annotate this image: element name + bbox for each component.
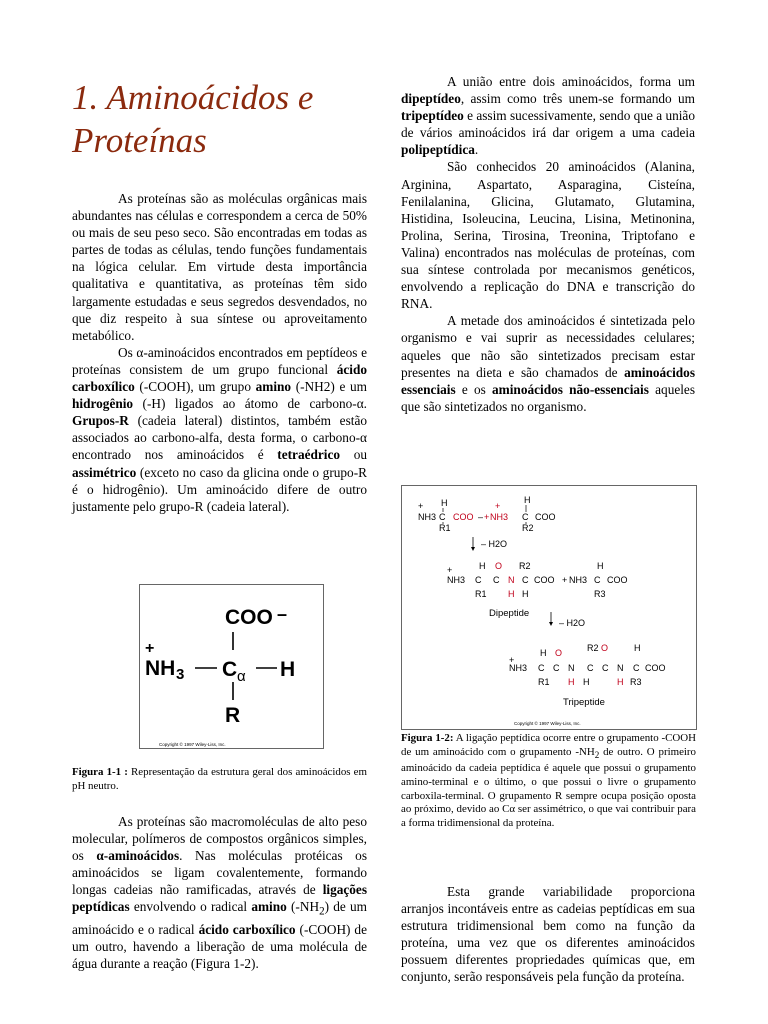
- left-column-bottom: [72, 813, 367, 973]
- svg-text:COO: COO: [607, 575, 628, 585]
- svg-text:H: H: [508, 589, 515, 599]
- fig2-water-loss-2: – H2O: [559, 618, 586, 628]
- fig1-alpha-label: α: [237, 668, 246, 685]
- svg-text:R1: R1: [439, 523, 451, 533]
- svg-text:C: C: [538, 663, 545, 673]
- svg-text:O: O: [495, 561, 503, 571]
- svg-text:+: +: [418, 501, 424, 511]
- svg-text:C: C: [594, 575, 601, 585]
- svg-text:+: +: [484, 512, 490, 522]
- fig2-copyright: Copyright © 1997 Wiley-Liss, Inc.: [514, 721, 581, 726]
- svg-text:N: N: [617, 663, 624, 673]
- svg-text:C: C: [439, 512, 446, 522]
- svg-text:H: H: [617, 677, 624, 687]
- paragraph-dipeptide: A união entre dois aminoácidos, forma um dipeptídeo, assim como três unem-se formando um tripeptídeo e assim sucessivamente, sendo que a união de vários aminoácidos irá dar origem a uma cadeia polipeptídica.: [401, 74, 695, 158]
- svg-text:R1: R1: [538, 677, 550, 687]
- paragraph-intro: As proteínas são as moléculas orgânicas mais abundantes nas células e correspondem a cerca de 50% ou mais de seu peso seco. São encontradas em todas as partes de todas as células, tendo funções fundamentais na lógica celular. Em virtude desta importância qualitativa e quantitativa, as proteínas têm sido largamente estudadas e seus segredos desvendados, no que diz respeito à sua síntese ou aproveitamento metabólico.: [72, 191, 367, 343]
- fig1-nh-subscript: 3: [176, 666, 185, 683]
- figure-1-2-caption: Figura 1-2: A ligação peptídica ocorre entre o grupamento -COOH de um aminoácido com o grupamento $-NH_2$ de outro. O primeiro aminoácido da cadeia peptídica é aquele que possui o grupamento amino-terminal e o último, o que possui o livre o grupamento carboxila-terminal. O grupamento R sempre ocupa posição oposta ao próximo, devido ao Cα ser assimétrico, o que vai contribuir para a forma tridimensional da proteína.: [401, 732, 697, 829]
- svg-text:H: H: [441, 498, 448, 508]
- svg-text:R2: R2: [587, 643, 599, 653]
- right-column-bottom: [401, 883, 695, 986]
- svg-text:NH3: NH3: [418, 512, 437, 522]
- svg-text:C: C: [633, 663, 640, 673]
- paragraph-essential: A metade dos aminoácidos é sintetizada pelo organismo e vai suprir as necessidades celulares; aqueles que não são sintetizados precisam estar presentes na dieta e são chamados de aminoácidos essenciais e os aminoácidos não-essenciais aqueles que são sintetizados no organismo.: [401, 313, 696, 414]
- svg-text:H: H: [524, 495, 531, 505]
- term-r-groups: Grupos-R: [72, 413, 129, 429]
- svg-text:H: H: [522, 589, 529, 599]
- svg-text:+: +: [562, 575, 568, 585]
- svg-text:H: H: [634, 643, 641, 653]
- svg-text:R2: R2: [522, 523, 534, 533]
- term-asymmetric: assimétrico: [72, 464, 137, 480]
- term-hydrogen: hidrogênio: [72, 396, 134, 412]
- paragraph-variability: Esta grande variabilidade proporciona arranjos incontáveis entre as cadeias peptídicas em sua estrutura tridimensional bem como na função da proteína, uma vez que os diferentes aminoácidos possuem diferentes propriedades químicas que, em conjunto, serão responsáveis pela função da proteína.: [401, 884, 695, 985]
- paragraph-alpha-amino: Os α-aminoácidos encontrados em peptídeos e proteínas consistem de um grupo funcional ácido carboxílico (-COOH), um grupo amino (-NH2) e um hidrogênio (-H) ligados ao átomo de carbono-α. Grupos-R (cadeia lateral) distintos, também estão associados ao carbono-alfa, desta forma, o carbono-α encontrado nos aminoácidos é tetraédrico ou assimétrico (exceto no caso da glicina onde o grupo-R é o hidrogênio). Um aminoácido difere de outro justamente pelo grupo-R (cadeia lateral).: [72, 344, 367, 514]
- svg-text:+: +: [495, 501, 501, 511]
- fig2-water-loss-1: – H2O: [481, 539, 508, 549]
- fig1-r-label: R: [225, 704, 241, 727]
- term-alpha-aminoacids: α-aminoácidos: [96, 848, 180, 864]
- fig1-coo-label: COO: [225, 606, 273, 629]
- svg-text:O: O: [601, 643, 609, 653]
- svg-text:NH3: NH3: [569, 575, 588, 585]
- svg-text:R3: R3: [630, 677, 642, 687]
- page-title: 1. Aminoácidos e Proteínas: [72, 78, 314, 160]
- term-tripeptide: tripeptídeo: [401, 108, 464, 124]
- svg-text:H: H: [568, 677, 575, 687]
- left-column-top: [72, 190, 367, 515]
- fig2-row1-coo-red: COO: [453, 512, 474, 522]
- term-carboxylic-acid: ácido carboxílico: [72, 361, 367, 395]
- svg-text:C: C: [587, 663, 594, 673]
- term-dipeptide: dipeptídeo: [401, 91, 461, 107]
- term-peptide-bonds: ligações peptídicas: [72, 882, 367, 915]
- fig1-carbon-label: C: [222, 658, 238, 681]
- figure-1-2-caption-label: Figura 1-2:: [401, 732, 454, 744]
- fig1-plus-charge: +: [145, 640, 155, 657]
- svg-text:O: O: [555, 648, 563, 658]
- fig2-row1-nh3-red: NH3: [490, 512, 509, 522]
- svg-text:C: C: [493, 575, 500, 585]
- figure-1-2-peptide-bond: [401, 485, 697, 730]
- svg-text:H: H: [479, 561, 486, 571]
- term-carboxylic-radical: ácido carboxílico: [198, 922, 296, 938]
- svg-text:C: C: [553, 663, 560, 673]
- svg-text:R2: R2: [519, 561, 531, 571]
- svg-text:C: C: [522, 575, 529, 585]
- svg-text:R1: R1: [475, 589, 487, 599]
- fig1-h-label: H: [280, 658, 296, 681]
- term-polypeptide: polipeptídica: [401, 142, 475, 158]
- svg-text:R3: R3: [594, 589, 606, 599]
- svg-text:H: H: [583, 677, 590, 687]
- svg-text:N: N: [568, 663, 575, 673]
- term-essential-aminoacids: aminoácidos essenciais: [401, 364, 695, 397]
- svg-text:+: +: [447, 565, 453, 575]
- figure-1-1-caption: Figura 1-1 : Representação da estrutura geral dos aminoácidos em pH neutro.: [72, 766, 367, 792]
- term-amino: amino: [255, 379, 292, 395]
- svg-text:–: –: [478, 512, 484, 522]
- svg-text:N: N: [508, 575, 515, 585]
- fig1-copyright: Copyright © 1997 Wiley-Liss, Inc.: [159, 742, 226, 747]
- svg-text:COO: COO: [534, 575, 555, 585]
- fig2-tripeptide-label: Tripeptide: [563, 697, 605, 708]
- svg-text:COO: COO: [535, 512, 556, 522]
- fig1-minus-charge: –: [277, 604, 288, 624]
- svg-text:NH3: NH3: [509, 663, 528, 673]
- figure-1-1-caption-label: Figura 1-1 :: [72, 766, 128, 778]
- right-column-top: [401, 73, 695, 415]
- term-tetrahedral: tetraédrico: [277, 447, 341, 463]
- term-nonessential-aminoacids: aminoácidos não-essenciais: [492, 381, 649, 397]
- svg-text:C: C: [475, 575, 482, 585]
- paragraph-macromolecules: As proteínas são macromoléculas de alto peso molecular, polímeros de compostos orgânicos simples, os α-aminoácidos. Nas moléculas protéicas os aminoácidos se ligam covalentemente, formando longas cadeias não ramificadas, através de ligações peptídicas envolvendo o radical amino $(-NH_2)$ de um aminoácido e o radical ácido carboxílico (-COOH) de um outro, havendo a liberação de uma molécula de água durante a reação (Figura 1-2).: [72, 814, 368, 972]
- term-amino-radical: amino: [251, 899, 287, 915]
- svg-text:+: +: [509, 655, 515, 665]
- svg-text:C: C: [602, 663, 609, 673]
- svg-text:H: H: [540, 648, 547, 658]
- paragraph-20-aminoacids: São conhecidos 20 aminoácidos (Alanina, Arginina, Aspartato, Asparagina, Cisteína, Fenilalanina, Glicina, Glutamato, Glutamina, Histidina, Isoleucina, Leucina, Lisina, Metinonina, Prolina, Serina, Tirosina, Treonina, Triptofano e Valina) encontrados nas moléculas de proteínas, com sua síntese controlada por mecanismos genéticos, envolvendo a replicação do DNA e transcrição do RNA.: [401, 159, 695, 312]
- figure-1-1-amino-acid-structure: [139, 584, 324, 749]
- fig2-dipeptide-label: Dipeptide: [489, 608, 530, 619]
- svg-text:NH3: NH3: [447, 575, 466, 585]
- svg-text:COO: COO: [645, 663, 666, 673]
- fig1-nh-label: NH: [145, 657, 176, 680]
- svg-text:C: C: [522, 512, 529, 522]
- svg-text:H: H: [597, 561, 604, 571]
